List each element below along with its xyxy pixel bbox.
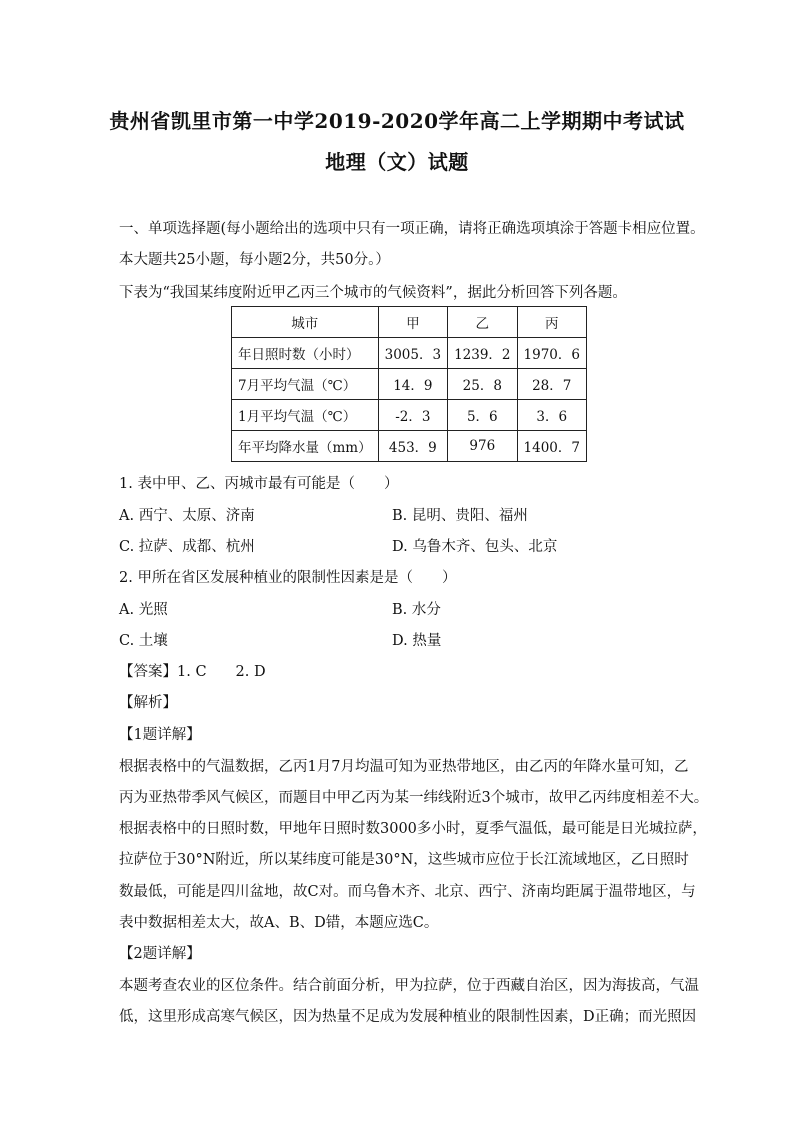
- header-cell: 丙: [517, 307, 586, 338]
- question-2-option-c: C. 土壤: [119, 633, 168, 649]
- question-1-option-c: C. 拉萨、成都、杭州: [119, 539, 255, 555]
- detail-1-paragraph-line: 根据表格中的日照时数，甲地年日照时数3000多小时，夏季气温低，最可能是日光城拉萨，: [119, 821, 707, 837]
- table-row: [232, 400, 587, 431]
- question-2-option-a: A. 光照: [119, 602, 168, 618]
- question-2-option-b: B. 水分: [392, 602, 441, 618]
- detail-2-paragraph-line: 本题考查农业的区位条件。结合前面分析，甲为拉萨，位于西藏自治区，因为海拔高，气温: [119, 978, 699, 994]
- section-intro-cont: 本大题共25小题，每小题2分，共50分。）: [119, 252, 390, 268]
- table-header-row: [232, 307, 587, 338]
- table-cell: 453．9: [378, 431, 447, 462]
- table-cell: 1400．7: [517, 431, 586, 462]
- table-row: [232, 431, 587, 462]
- table-intro: 下表为“我国某纬度附近甲乙丙三个城市的气候资料”，据此分析回答下列各题。: [119, 285, 627, 301]
- climate-table: [231, 306, 587, 462]
- header-cell: 乙: [448, 307, 517, 338]
- detail-1-label: 【1题详解】: [119, 727, 201, 743]
- document-subtitle: 地理（文）试题: [325, 150, 469, 174]
- table-cell: 3005．3: [378, 338, 447, 369]
- detail-1-paragraph-line: 数最低，可能是四川盆地，故C对。而乌鲁木齐、北京、西宁、济南均距属于温带地区，与: [119, 884, 696, 900]
- answer-line: 【答案】1. C 2. D: [119, 664, 266, 680]
- header-cell: 甲: [378, 307, 447, 338]
- table-row: [232, 369, 587, 400]
- question-1-option-d: D. 乌鲁木齐、包头、北京: [392, 539, 558, 555]
- detail-1-paragraph-line: 拉萨位于30°N附近，所以某纬度可能是30°N，这些城市应位于长江流域地区，乙日照时: [119, 852, 689, 868]
- table-cell: 25．8: [448, 369, 517, 400]
- document-title: 贵州省凯里市第一中学2019-2020学年高二上学期期中考试试: [109, 109, 685, 133]
- header-cell: 城市: [232, 307, 379, 338]
- table-cell: 1970．6: [517, 338, 586, 369]
- table-cell: 3．6: [517, 400, 586, 431]
- table-row: [232, 338, 587, 369]
- question-2-option-d: D. 热量: [392, 633, 442, 649]
- table-cell: 976: [448, 431, 517, 462]
- detail-2-paragraph-line: 低，这里形成高寒气候区，因为热量不足成为发展种植业的限制性因素，D正确；而光照因: [119, 1009, 697, 1025]
- row-label: 年日照时数（小时）: [232, 338, 379, 369]
- table-cell: 14．9: [378, 369, 447, 400]
- detail-1-paragraph-line: 丙为亚热带季风气候区，而题目中甲乙丙为某一纬线附近3个城市，故甲乙丙纬度相差不大。: [119, 790, 709, 806]
- detail-1-paragraph-line: 表中数据相差太大，故A、B、D错，本题应选C。: [119, 915, 439, 931]
- table-cell: 1239．2: [448, 338, 517, 369]
- table-cell: -2．3: [378, 400, 447, 431]
- table-cell: 28．7: [517, 369, 586, 400]
- row-label: 7月平均气温（℃）: [232, 369, 379, 400]
- section-intro: 一、单项选择题(每小题给出的选项中只有一项正确，请将正确选项填涂于答题卡相应位置。: [119, 221, 705, 237]
- row-label: 1月平均气温（℃）: [232, 400, 379, 431]
- question-2-stem: 2. 甲所在省区发展种植业的限制性因素是是（ ）: [119, 570, 457, 586]
- table-cell: 5．6: [448, 400, 517, 431]
- question-1-option-b: B. 昆明、贵阳、福州: [392, 508, 528, 524]
- detail-2-label: 【2题详解】: [119, 946, 201, 962]
- question-1-stem: 1. 表中甲、乙、丙城市最有可能是（ ）: [119, 476, 399, 492]
- detail-1-paragraph-line: 根据表格中的气温数据，乙丙1月7月均温可知为亚热带地区，由乙丙的年降水量可知，乙: [119, 759, 689, 775]
- analysis-label: 【解析】: [119, 695, 177, 711]
- row-label: 年平均降水量（mm）: [232, 431, 379, 462]
- question-1-option-a: A. 西宁、太原、济南: [119, 508, 255, 524]
